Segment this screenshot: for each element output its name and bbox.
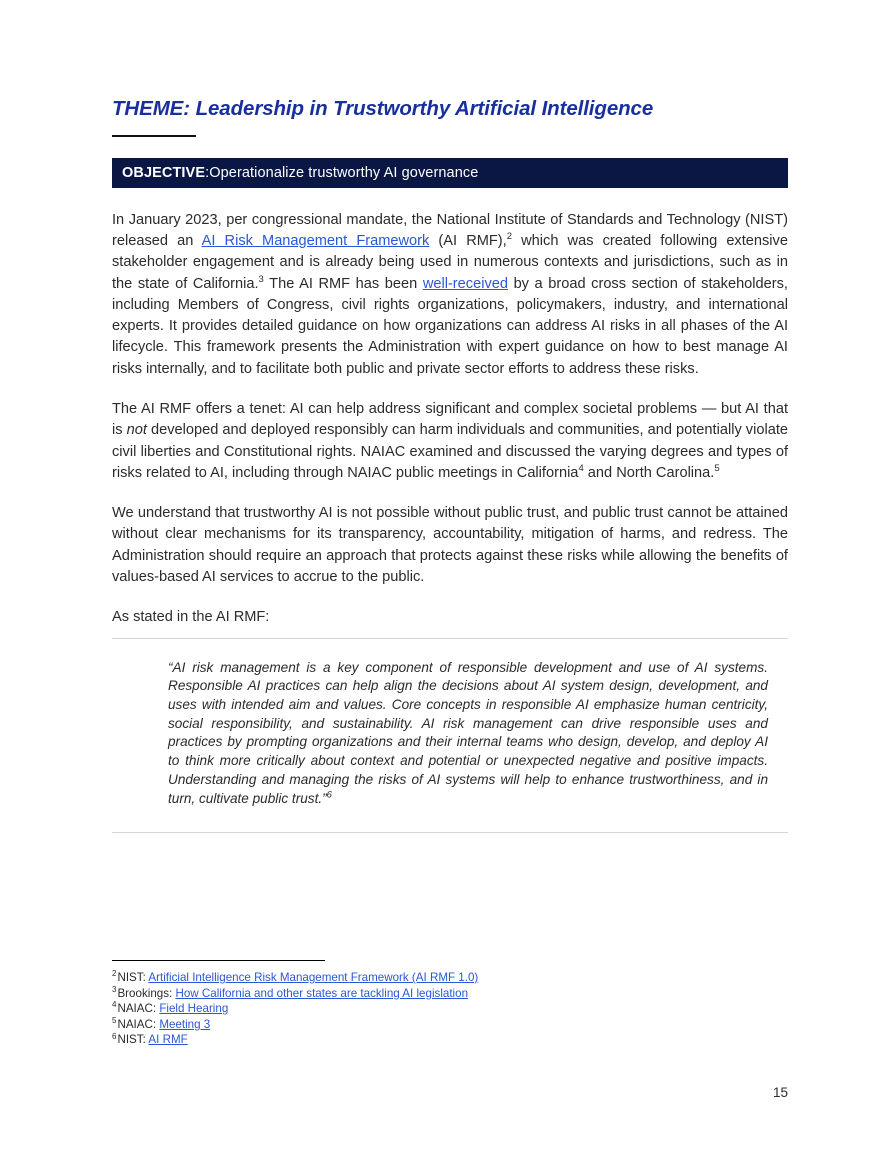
paragraph-1-text-d: The AI RMF has been bbox=[263, 275, 423, 292]
footnote-ref-3[interactable]: 3 bbox=[258, 273, 264, 285]
paragraph-2-text-b: developed and deployed responsibly can harm individuals and communities, and potentially violate civil liberties and Constitutional rights. NAIAC examined and discussed the varying degrees and types of risks related to AI, including through NAIAC public meetings in California bbox=[112, 422, 788, 481]
footnote-source: NAIAC: bbox=[117, 1002, 160, 1016]
link-ai-risk-management-framework[interactable]: AI Risk Management Framework bbox=[201, 232, 430, 249]
paragraph-2-text-a: The AI RMF offers a tenet: AI can help address significant and complex societal problems — but AI that is bbox=[112, 401, 788, 439]
blockquote-text: “AI risk management is a key component of responsible development and use of AI systems. Responsible AI practices can help align the decisions about AI system design, development, and uses with intended aim and values. Core concepts in responsible AI emphasize human centricity, social responsibility, and sustainability. AI risk management can drive responsible uses and practices by prompting organizations and their internal teams who design, develop, and deploy AI to think more critically about context and potential or unexpected negative and positive impacts. Understanding and managing the risks of AI systems will help to enhance trustworthiness, and in turn, cultivate public trust.” bbox=[168, 659, 768, 806]
footnote-marker: 4 bbox=[112, 1000, 117, 1010]
paragraph-3: We understand that trustworthy AI is not possible without public trust, and public trust cannot be attained without clear mechanisms for its transparency, accountability, mitigation of harms, and redress. The Administration should require an approach that protects against these risks while allowing the benefits of values-based AI services to accrue to the public. bbox=[112, 505, 788, 586]
footnote-marker: 2 bbox=[112, 969, 117, 979]
paragraph-1 bbox=[112, 210, 788, 380]
footnote-link[interactable]: Field Hearing bbox=[159, 1002, 229, 1016]
page-title: THEME: Leadership in Trustworthy Artificial Intelligence bbox=[112, 97, 654, 120]
footnote-link[interactable]: Artificial Intelligence Risk Management Framework (AI RMF 1.0) bbox=[148, 971, 479, 984]
page-content bbox=[112, 96, 788, 833]
footnote-item bbox=[112, 986, 788, 1002]
footnote-link[interactable]: AI RMF bbox=[148, 1033, 188, 1047]
emphasis-not: not bbox=[126, 422, 147, 439]
footnote-separator-rule bbox=[112, 960, 325, 961]
footnote-ref-2[interactable]: 2 bbox=[506, 231, 513, 243]
footnote-source: NIST: bbox=[117, 971, 149, 984]
footnote-marker: 6 bbox=[112, 1031, 117, 1041]
paragraph-1-text-e: by a broad cross section of stakeholders, including Members of Congress, civil rights organizations, policymakers, industry, and international experts. It provides detailed guidance on how organizations can address AI risks in all phases of the AI lifecycle. This framework presents the Administration with expert guidance on how to best manage AI risks internally, and to facilitate both public and private sector efforts to address these risks. bbox=[112, 275, 788, 377]
footnote-ref-6[interactable]: 6 bbox=[326, 789, 332, 801]
objective-text: Operationalize trustworthy AI governance bbox=[209, 164, 479, 181]
paragraph-1-text-b: (AI RMF), bbox=[429, 232, 507, 249]
paragraph-1-text-c: which was created following extensive stakeholder engagement and is already being used in numerous contexts and jurisdictions, such as in the state of California. bbox=[112, 232, 788, 292]
quote-top-rule bbox=[112, 638, 788, 639]
quote-bottom-rule bbox=[112, 832, 788, 833]
link-well-received[interactable]: well-received bbox=[422, 275, 508, 292]
footnote-item bbox=[112, 1001, 788, 1017]
objective-separator: : bbox=[205, 164, 210, 181]
paragraph-1-text-a: In January 2023, per congressional mandate, the National Institute of Standards and Technology (NIST) released an bbox=[112, 211, 788, 249]
footnote-link[interactable]: How California and other states are tackling AI legislation bbox=[175, 986, 469, 1000]
paragraph-2 bbox=[112, 399, 788, 484]
footnotes-section bbox=[112, 960, 788, 1048]
paragraph-4-intro: As stated in the AI RMF: bbox=[112, 609, 270, 626]
footnote-ref-5[interactable]: 5 bbox=[714, 463, 720, 475]
title-underline-rule bbox=[112, 135, 196, 137]
footnote-ref-4[interactable]: 4 bbox=[578, 463, 584, 475]
objective-banner bbox=[112, 158, 788, 188]
footnote-item bbox=[112, 1032, 788, 1048]
footnote-source: NIST: bbox=[117, 1033, 149, 1047]
footnote-link[interactable]: Meeting 3 bbox=[159, 1017, 211, 1031]
footnote-source: NAIAC: bbox=[117, 1017, 160, 1031]
footnote-marker: 3 bbox=[112, 984, 117, 994]
page-number: 15 bbox=[772, 1085, 788, 1100]
blockquote bbox=[168, 659, 768, 809]
objective-label: OBJECTIVE bbox=[122, 164, 206, 181]
paragraph-2-text-c: and North Carolina. bbox=[583, 464, 715, 481]
footnote-item bbox=[112, 970, 788, 986]
footnote-marker: 5 bbox=[112, 1015, 117, 1025]
footnote-source: Brookings: bbox=[117, 986, 176, 1000]
footnote-item bbox=[112, 1017, 788, 1033]
